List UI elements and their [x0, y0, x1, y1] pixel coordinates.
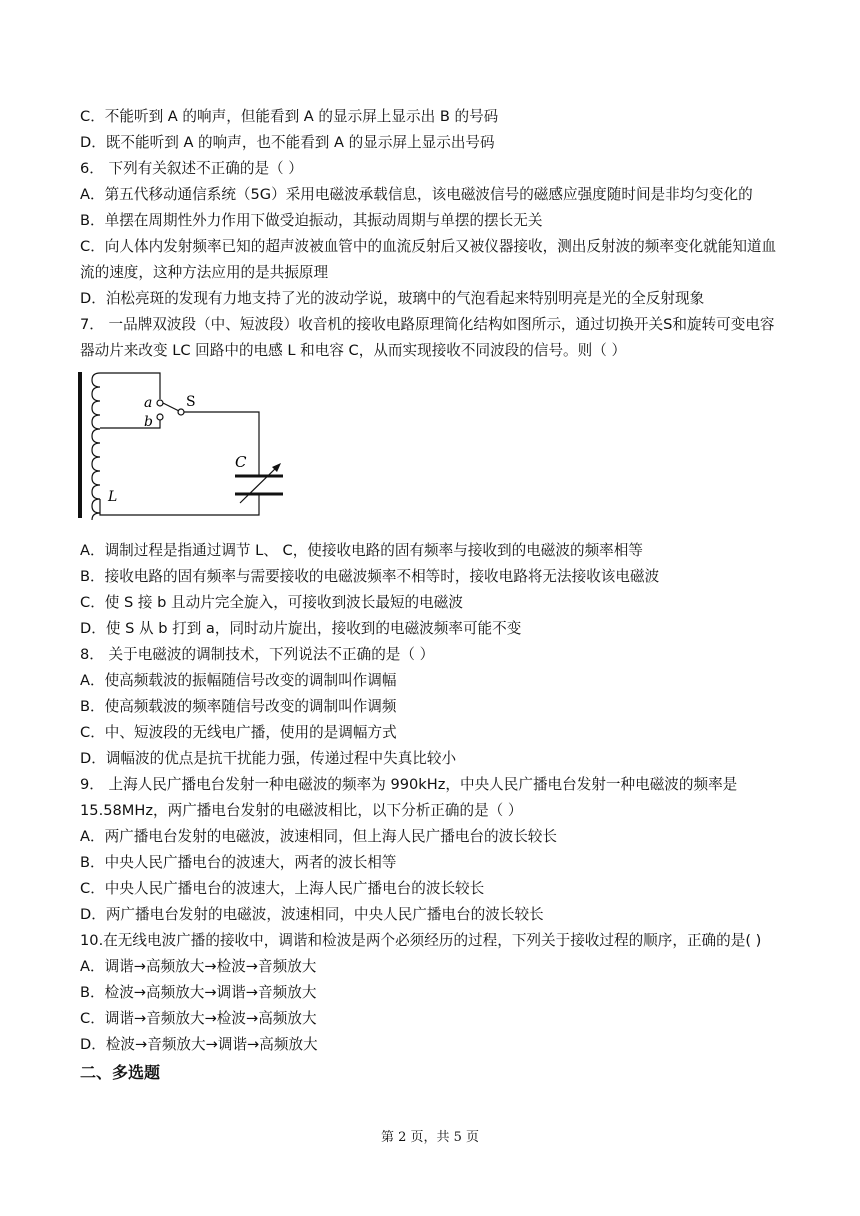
text-line: D．两广播电台发射的电磁波，波速相同，中央人民广播电台的波长较长 [80, 906, 544, 923]
text-line: 8． 关于电磁波的调制技术，下列说法不正确的是（ ） [80, 646, 435, 663]
page-footer: 第 2 页，共 5 页 [380, 1130, 480, 1145]
wire-bottom [100, 494, 259, 515]
text-line: 15.58MHz，两广播电台发射的电磁波相比，以下分析正确的是（ ） [80, 802, 523, 819]
text-line: A．使高频载波的振幅随信号改变的调制叫作调幅 [80, 672, 397, 689]
label-capacitor-c: C [235, 453, 247, 471]
switch-blade [163, 403, 179, 411]
text-line: A．调制过程是指通过调节 L、 C，使接收电路的固有频率与接收到的电磁波的频率相等 [80, 542, 643, 559]
text-line: 10.在无线电波广播的接收中，调谐和检波是两个必须经历的过程，下列关于接收过程的顺序，正确的是( ) [80, 932, 762, 949]
text-line: B．使高频载波的频率随信号改变的调制叫作调频 [80, 698, 397, 715]
lc-circuit-diagram [78, 370, 298, 520]
text-line: C．向人体内发射频率已知的超声波被血管中的血流反射后又被仪器接收，测出反射波的频率变化就能知道血 [80, 238, 777, 255]
section-title: 二、多选题 [80, 1063, 161, 1082]
text-line: C．调谐→音频放大→检波→高频放大 [80, 1010, 317, 1027]
switch-pivot [178, 409, 184, 415]
text-line: 流的速度，这种方法应用的是共振原理 [80, 264, 329, 281]
text-line: C．中、短波段的无线电广播，使用的是调幅方式 [80, 724, 397, 741]
label-switch-s: S [186, 394, 196, 410]
wire-switch [184, 412, 259, 469]
text-line: C．使 S 接 b 且动片完全旋入，可接收到波长最短的电磁波 [80, 594, 463, 611]
text-line: B．中央人民广播电台的波速大，两者的波长相等 [80, 854, 397, 871]
label-b: b [144, 414, 153, 430]
text-line: A．第五代移动通信系统（5G）采用电磁波承载信息，该电磁波信号的磁感应强度随时间是非均匀变化的 [80, 186, 753, 203]
text-line: 6． 下列有关叙述不正确的是（ ） [80, 160, 303, 177]
text-line: D．泊松亮斑的发现有力地支持了光的波动学说，玻璃中的气泡看起来特别明亮是光的全反射现象 [80, 290, 705, 307]
label-inductor-l: L [108, 489, 118, 505]
text-line: 器动片来改变 LC 回路中的电感 L 和电容 C，从而实现接收不同波段的信号。则（ ） [80, 342, 627, 359]
text-line: 9． 上海人民广播电台发射一种电磁波的频率为 990kHz，中央人民广播电台发射一种电磁波的频率是 [80, 776, 738, 793]
inductor-core [78, 372, 82, 518]
text-line: D．既不能听到 A 的响声，也不能看到 A 的显示屏上显示出号码 [80, 134, 495, 151]
text-line: C．不能听到 A 的响声，但能看到 A 的显示屏上显示出 B 的号码 [80, 108, 499, 125]
label-a: a [144, 395, 153, 411]
text-line: B．检波→高频放大→调谐→音频放大 [80, 984, 317, 1001]
text-line: A．调谐→高频放大→检波→音频放大 [80, 958, 317, 975]
text-line: B．单摆在周期性外力作用下做受迫振动，其振动周期与单摆的摆长无关 [80, 212, 543, 229]
text-line: D．调幅波的优点是抗干扰能力强，传递过程中失真比较小 [80, 750, 457, 767]
text-line: 7． 一品牌双波段（中、短波段）收音机的接收电路原理简化结构如图所示，通过切换开关S和旋转可变电容 [80, 316, 775, 333]
text-line: C．中央人民广播电台的波速大，上海人民广播电台的波长较长 [80, 880, 485, 897]
text-line: D．检波→音频放大→调谐→高频放大 [80, 1036, 318, 1053]
terminal-a [157, 400, 163, 406]
inductor-coil [92, 373, 100, 520]
text-line: B．接收电路的固有频率与需要接收的电磁波频率不相等时，接收电路将无法接收该电磁波 [80, 568, 660, 585]
text-line: D．使 S 从 b 打到 a，同时动片旋出，接收到的电磁波频率可能不变 [80, 620, 522, 637]
text-line: A．两广播电台发射的电磁波，波速相同，但上海人民广播电台的波长较长 [80, 828, 557, 845]
terminal-b [157, 414, 163, 420]
